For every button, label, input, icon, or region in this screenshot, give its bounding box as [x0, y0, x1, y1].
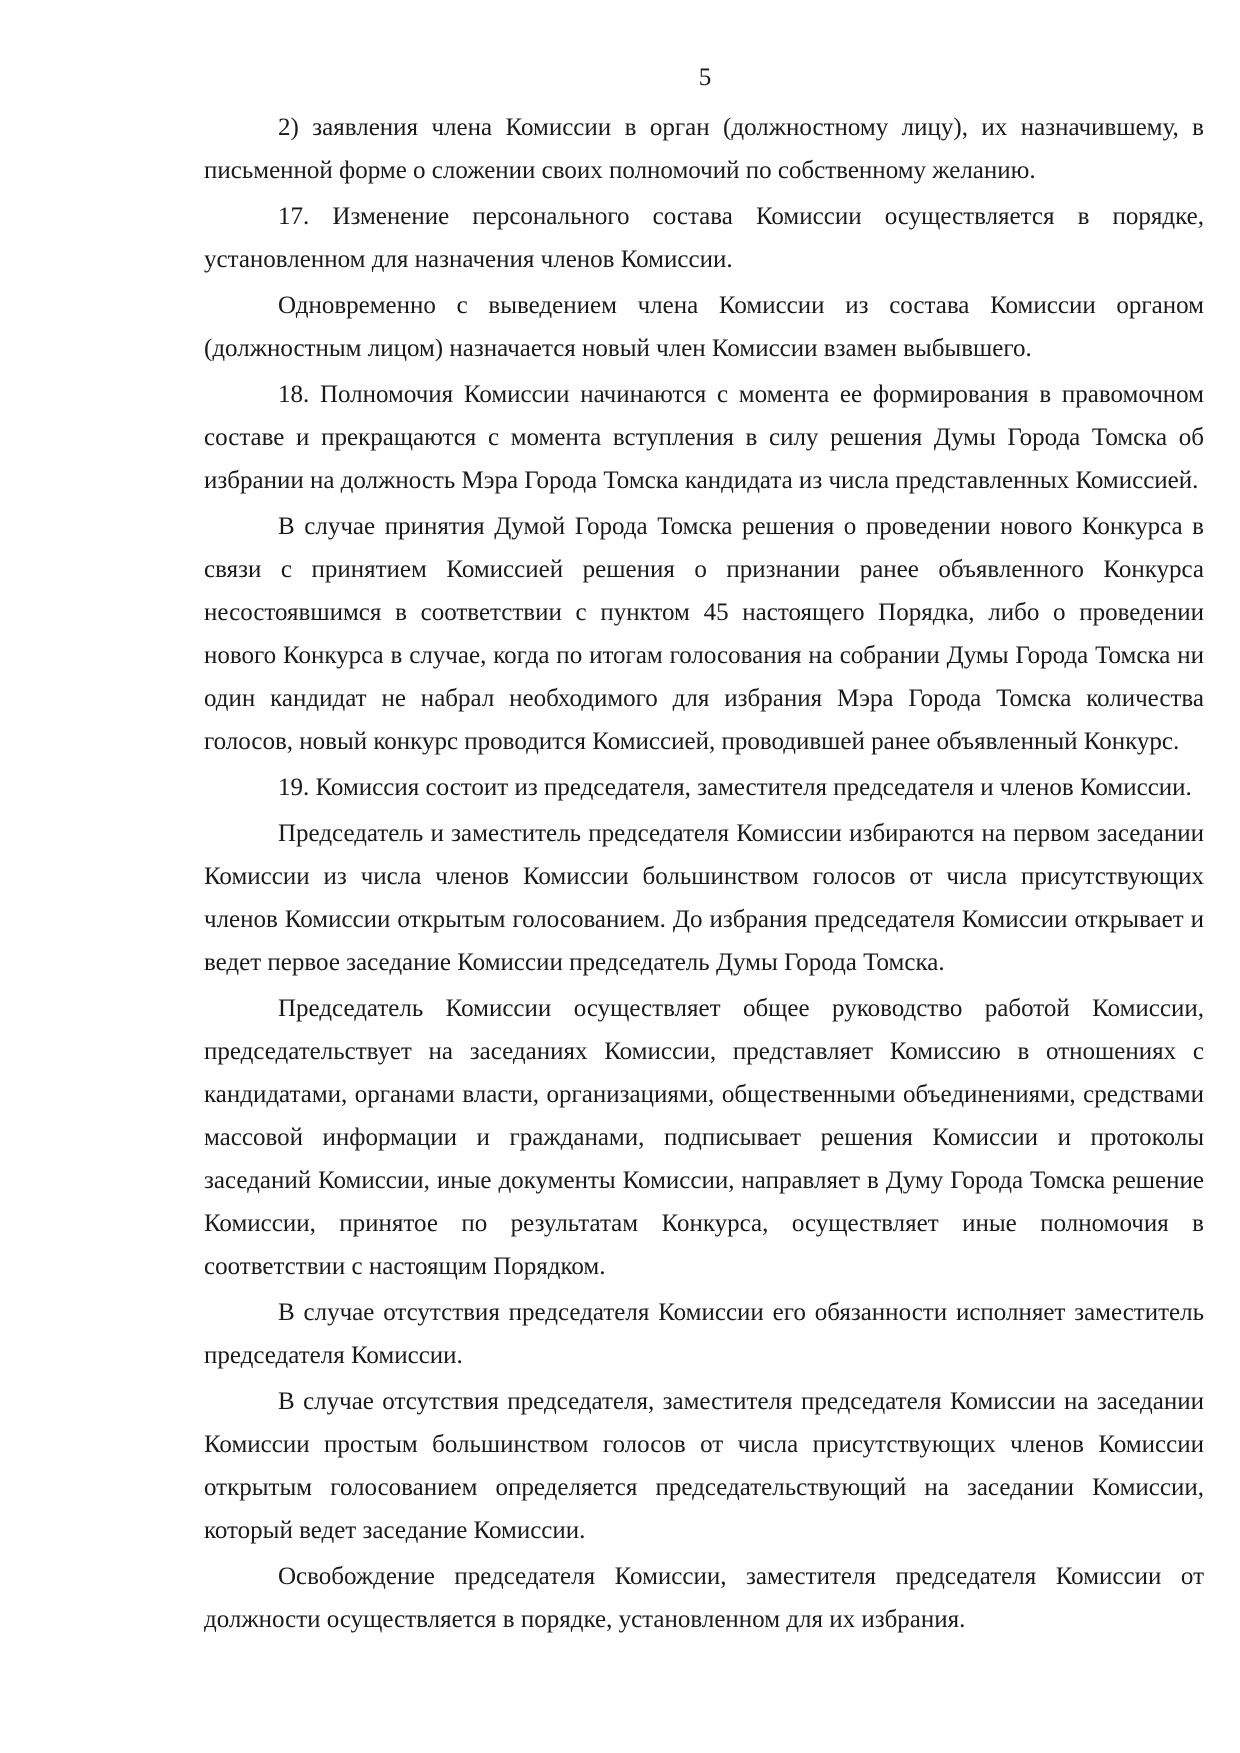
- document-body: [204, 106, 1204, 1644]
- page-number: 5: [698, 64, 712, 91]
- paragraph-19-both-absent: В случае отсутствия председателя, заместителя председателя Комиссии на заседании Комиссии простым большинством голосов от числа присутствующих членов Комиссии открытым голосованием определяется председательствующий на заседании Комиссии, который ведет заседание Комиссии.: [204, 1388, 1204, 1544]
- paragraph-19: 19. Комиссия состоит из председателя, заместителя председателя и членов Комиссии.: [278, 774, 1192, 801]
- paragraph-17: 17. Изменение персонального состава Комиссии осуществляется в порядке, установленном для назначения членов Комиссии.: [204, 203, 1204, 273]
- paragraph-18-new-contest: В случае принятия Думой Города Томска решения о проведении нового Конкурса в связи с принятием Комиссией решения о признании ранее объявленного Конкурса несостоявшимся в соответствии с пунктом 45 настоящего Порядка, либо о проведении нового Конкурса в случае, когда по итогам голосования на собрании Думы Города Томска ни один кандидат не набрал необходимого для избрания Мэра Города Томска количества голосов, новый конкурс проводится Комиссией, проводившей ранее объявленный Конкурс.: [204, 513, 1204, 755]
- paragraph-19-chairman-absence: В случае отсутствия председателя Комиссии его обязанности исполняет заместитель председателя Комиссии.: [204, 1299, 1204, 1369]
- paragraph-19-release: Освобождение председателя Комиссии, заместителя председателя Комиссии от должности осуществляется в порядке, установленном для их избрания.: [204, 1563, 1204, 1633]
- paragraph-18: 18. Полномочия Комиссии начинаются с момента ее формирования в правомочном составе и прекращаются с момента вступления в силу решения Думы Города Томска об избрании на должность Мэра Города Томска кандидата из числа представленных Комиссией.: [204, 381, 1204, 494]
- paragraph-19-election: Председатель и заместитель председателя Комиссии избираются на первом заседании Комиссии из числа членов Комиссии большинством голосов от числа присутствующих членов Комиссии открытым голосованием. До избрания председателя Комиссии открывает и ведет первое заседание Комиссии председатель Думы Города Томска.: [204, 820, 1204, 976]
- paragraph-17-replacement: Одновременно с выведением члена Комиссии из состава Комиссии органом (должностным лицом) назначается новый член Комиссии взамен выбывшего.: [204, 292, 1204, 362]
- paragraph-item-2-continuation: 2) заявления члена Комиссии в орган (должностному лицу), их назначившему, в письменной форме о сложении своих полномочий по собственному желанию.: [204, 114, 1204, 184]
- paragraph-19-chairman-duties: Председатель Комиссии осуществляет общее руководство работой Комиссии, председательствует на заседаниях Комиссии, представляет Комиссию в отношениях с кандидатами, органами власти, организациями, общественными объединениями, средствами массовой информации и гражданами, подписывает решения Комиссии и протоколы заседаний Комиссии, иные документы Комиссии, направляет в Думу Города Томска решение Комиссии, принятое по результатам Конкурса, осуществляет иные полномочия в соответствии с настоящим Порядком.: [204, 995, 1204, 1280]
